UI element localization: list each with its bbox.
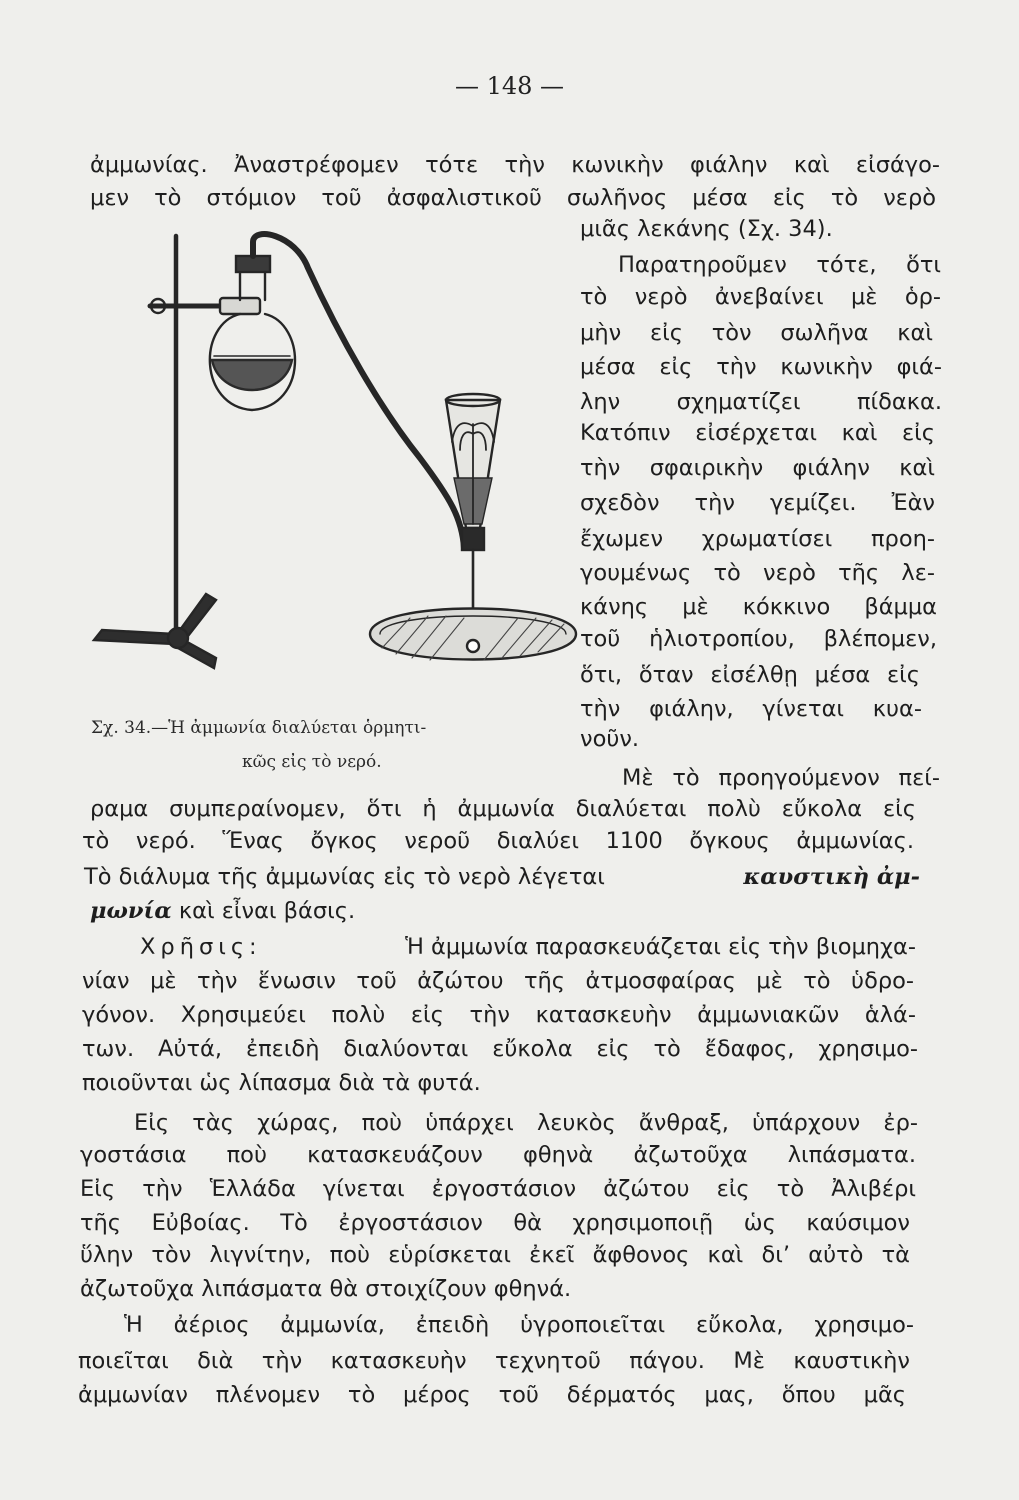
text-line: τῆς Εὐβοίας. Τὸ ἐργοστάσιον θὰ χρησιμοποιῇ ὡς καύσιμον xyxy=(80,1210,910,1236)
text-line: μιᾶς λεκάνης (Σχ. 34). xyxy=(580,216,833,242)
figure-caption: Σχ. 34.—Ἡ ἀμμωνία διαλύεται ὁρμητι- xyxy=(91,718,427,738)
text-line: ἀμμωνίαν πλένομεν τὸ μέρος τοῦ δέρματός μας, ὅπου μᾶς xyxy=(78,1382,906,1408)
text-line: τὴν σφαιρικὴν φιάλην καὶ xyxy=(580,455,935,481)
text-line: τοῦ ἡλιοτροπίου, βλέπομεν, xyxy=(580,626,937,652)
text-line: κάνης μὲ κόκκινο βάμμα xyxy=(580,594,937,620)
text-line: ἀζωτοῦχα λιπάσματα θὰ στοιχίζουν φθηνά. xyxy=(80,1276,572,1302)
page-number: — 148 — xyxy=(454,72,565,100)
text-line: ὕλην τὸν λιγνίτην, ποὺ εὑρίσκεται ἐκεῖ ἄφθονος καὶ δι’ αὐτὸ τὰ xyxy=(80,1242,910,1268)
text-line: γόνον. Χρησιμεύει πολὺ εἰς τὴν κατασκευὴν ἀμμωνιακῶν ἁλά- xyxy=(82,1002,916,1028)
text-line: Κατόπιν εἰσέρχεται καὶ εἰς xyxy=(580,420,935,446)
text-line: νοῦν. xyxy=(580,726,640,752)
text-line: Εἰς τὴν Ἑλλάδα γίνεται ἐργοστάσιον ἀζώτου εἰς τὸ Ἀλιβέρι xyxy=(80,1176,916,1202)
text-line: μέσα εἰς τὴν κωνικὴν φιά- xyxy=(580,354,942,380)
text-line: των. Αὐτά, ἐπειδὴ διαλύονται εὔκολα εἰς τὸ ἔδαφος, χρησιμο- xyxy=(82,1036,918,1062)
ammonia-fountain-illustration xyxy=(80,228,580,698)
text-line: ἀμμωνίας. Ἀναστρέφομεν τότε τὴν κωνικὴν φιάλην καὶ εἰσάγο- xyxy=(90,152,940,178)
key-term: καυστικὴ ἀμ- xyxy=(743,864,920,890)
text-line: Εἰς τὰς χώρας, ποὺ ὑπάρχει λευκὸς ἄνθραξ, ὑπάρχουν ἐρ- xyxy=(134,1110,918,1136)
text-line: ὅτι, ὅταν εἰσέλθῃ μέσα εἰς xyxy=(580,662,920,688)
text-line: ποιεῖται διὰ τὴν κατασκευὴν τεχνητοῦ πάγου. Μὲ καυστικὴν xyxy=(78,1348,910,1374)
section-heading: Χρῆσις: xyxy=(140,934,262,960)
text-line xyxy=(90,896,355,926)
text-line: Ἡ ἀέριος ἀμμωνία, ἐπειδὴ ὑγροποιεῖται εὔκολα, χρησιμο- xyxy=(124,1312,914,1338)
figure-caption: κῶς εἰς τὸ νερό. xyxy=(242,752,382,772)
text-line: λην σχηματίζει πίδακα. xyxy=(580,389,942,415)
text-line: ἔχωμεν χρωματίσει προη- xyxy=(580,526,935,552)
text-line: σχεδὸν τὴν γεμίζει. Ἐὰν xyxy=(580,490,935,516)
text-line: μεν τὸ στόμιον τοῦ ἀσφαλιστικοῦ σωλῆνος μέσα εἰς τὸ νερὸ xyxy=(90,185,936,211)
text-line xyxy=(140,932,916,962)
text-line: Παρατηροῦμεν τότε, ὅτι xyxy=(618,252,941,278)
text-segment: Ἡ ἀμμωνία παρασκευάζεται εἰς τὴν βιομηχα- xyxy=(405,934,916,960)
text-line: γοστάσια ποὺ κατασκευάζουν φθηνὰ ἀζωτοῦχα λιπάσματα. xyxy=(80,1142,916,1168)
text-line: τὴν φιάλην, γίνεται κυα- xyxy=(580,696,922,722)
text-line: νίαν μὲ τὴν ἕνωσιν τοῦ ἀζώτου τῆς ἀτμοσφαίρας μὲ τὸ ὑδρο- xyxy=(82,968,914,994)
key-term: μωνία xyxy=(90,898,172,924)
text-line: Μὲ τὸ προηγούμενον πεί- xyxy=(622,765,940,791)
text-line: τὸ νερὸ ἀνεβαίνει μὲ ὁρ- xyxy=(580,284,941,310)
text-segment: Τὸ διάλυμα τῆς ἀμμωνίας εἰς τὸ νερὸ λέγεται xyxy=(84,864,605,890)
text-line: γουμένως τὸ νερὸ τῆς λε- xyxy=(580,560,935,586)
text-line: μὴν εἰς τὸν σωλῆνα καὶ xyxy=(580,320,933,346)
text-line: ραμα συμπεραίνομεν, ὅτι ἡ ἀμμωνία διαλύεται πολὺ εὔκολα εἰς xyxy=(90,796,916,822)
text-line xyxy=(84,862,920,892)
text-segment: καὶ εἶναι βάσις. xyxy=(178,898,356,924)
text-line: ποιοῦνται ὡς λίπασμα διὰ τὰ φυτά. xyxy=(82,1070,481,1096)
text-line: τὸ νερό. Ἕνας ὄγκος νεροῦ διαλύει 1100 ὄγκους ἀμμωνίας. xyxy=(82,828,914,854)
